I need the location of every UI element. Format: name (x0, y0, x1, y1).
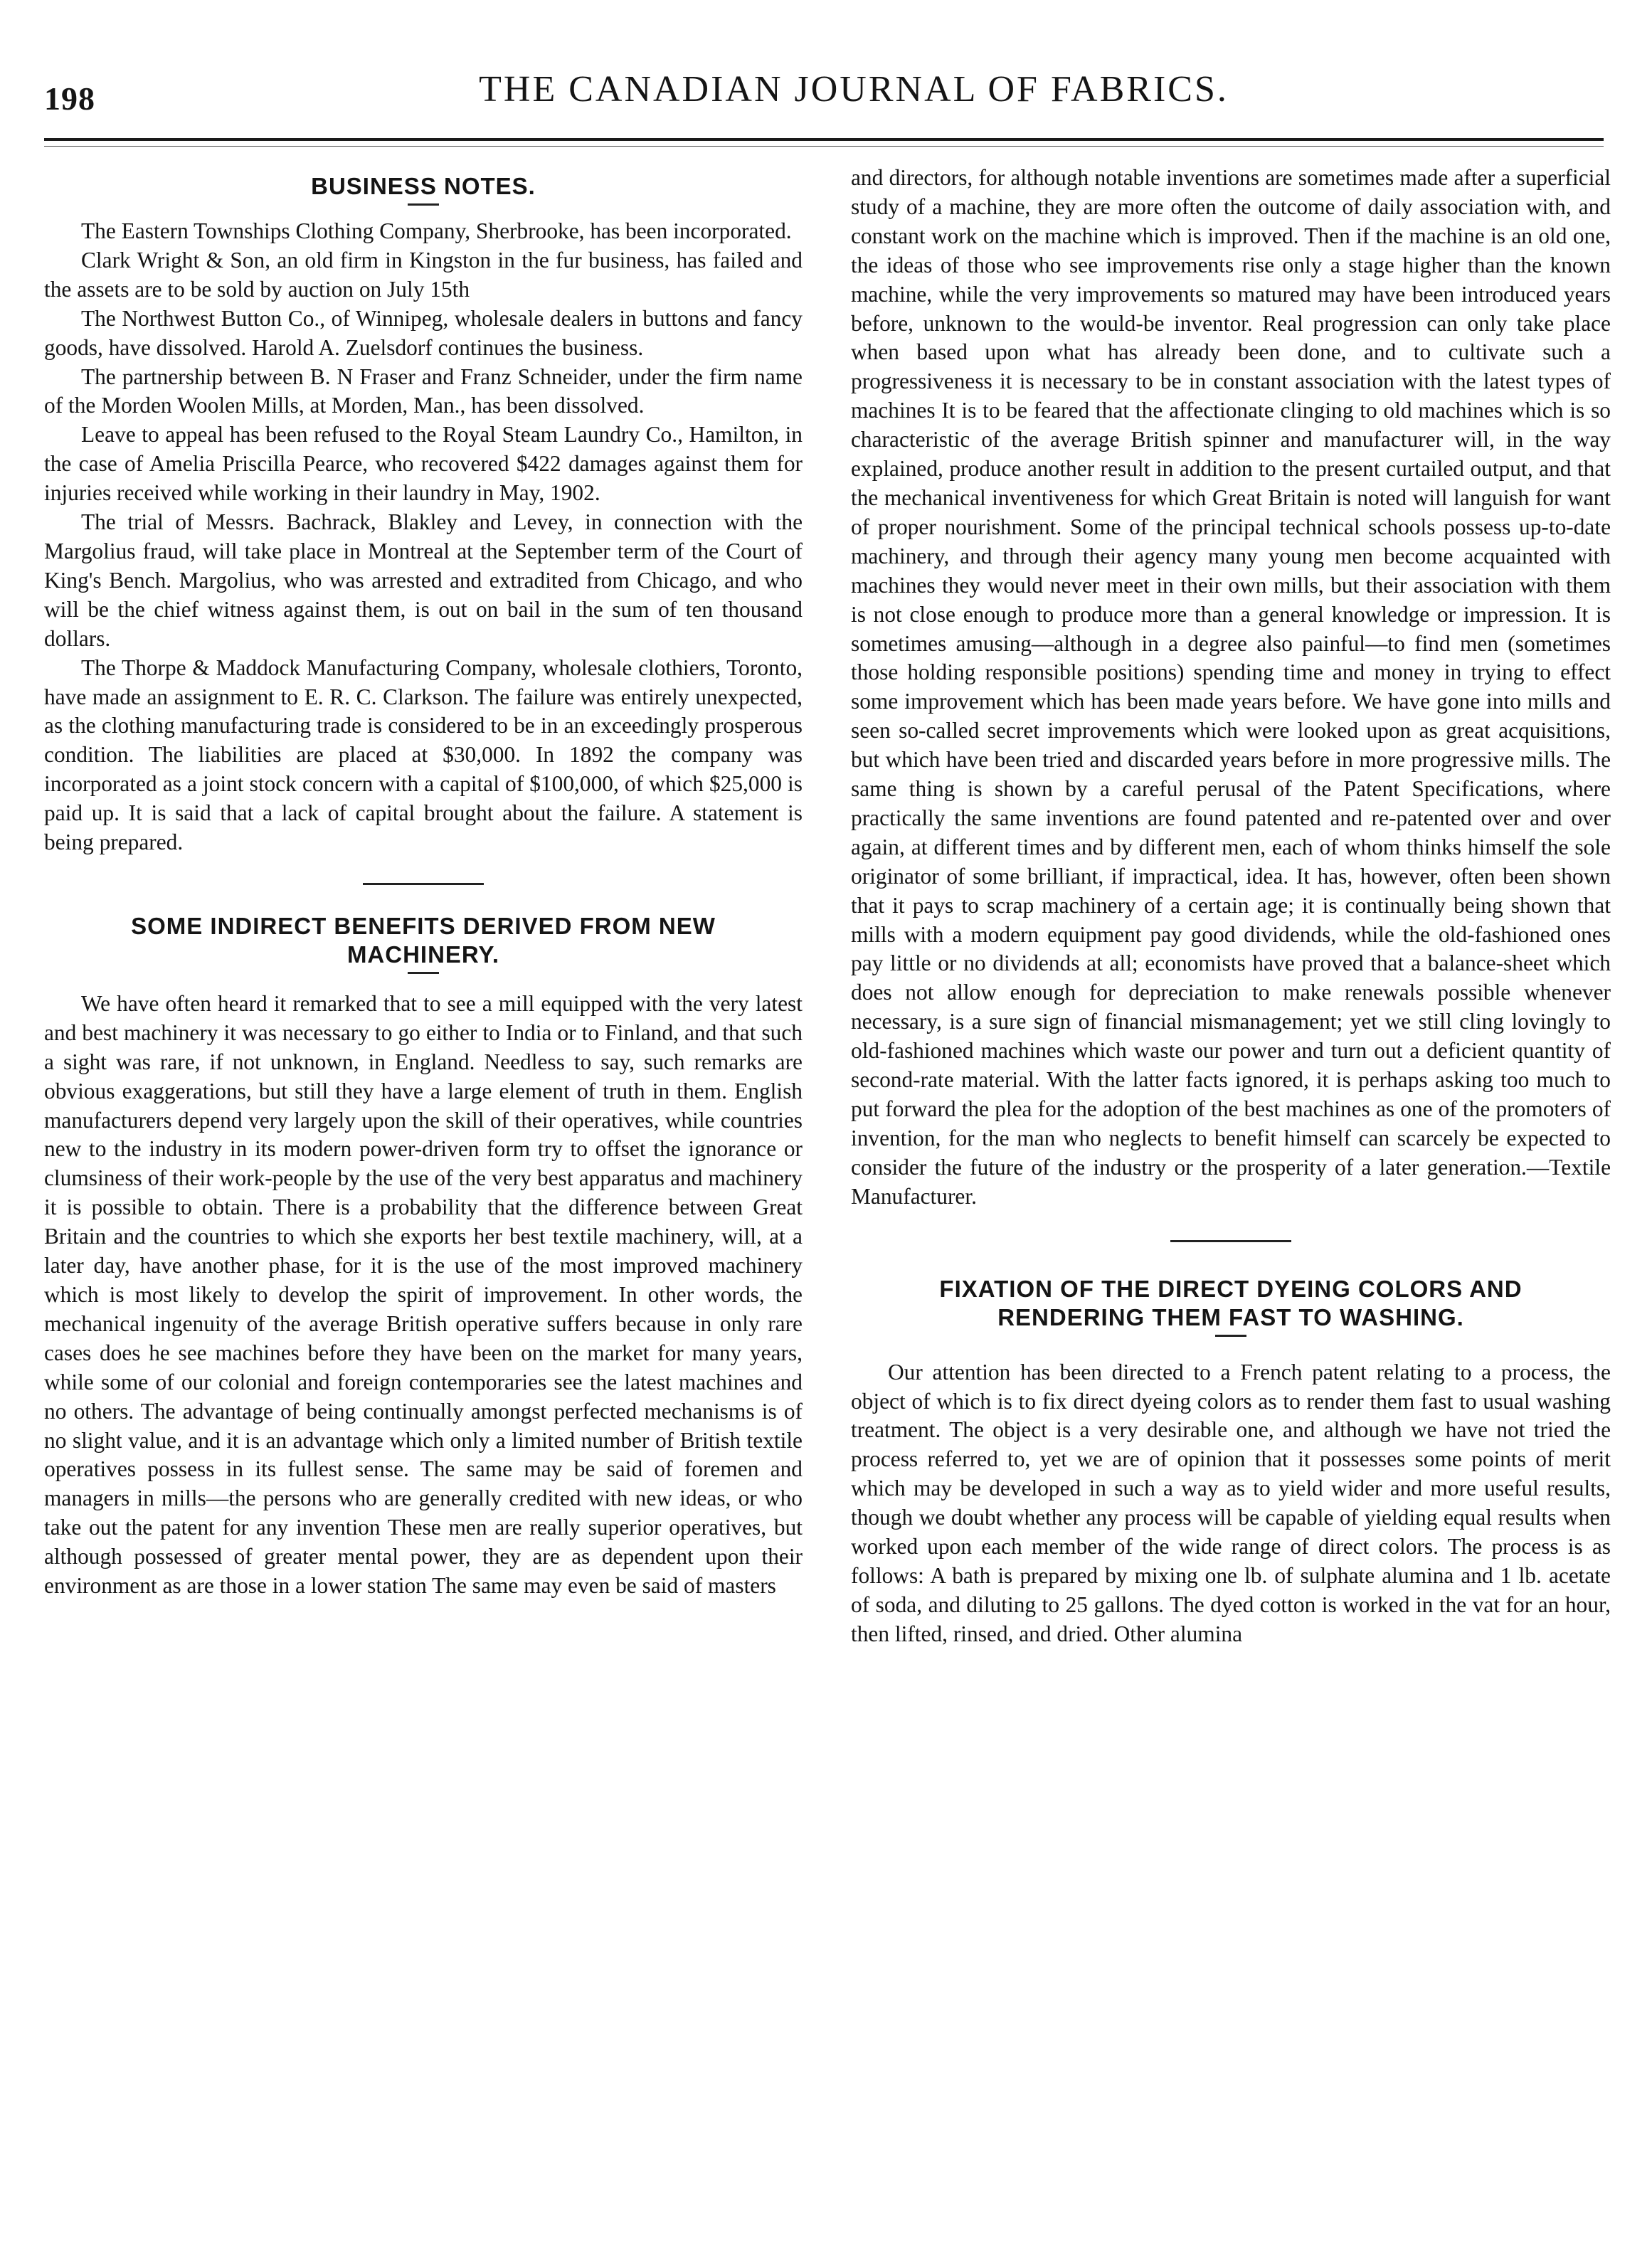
section-divider (1170, 1240, 1291, 1242)
article-paragraph: Our attention has been directed to a French patent relating to a process, the object of which is to fix direct dyeing colors as to render them fast to usual washing treatment. The object is a very desirable one, and although we have not tried the process referred to, yet we are of opinion that it possesses some points of merit which may be developed in such a way as to yield wider and more useful results, though we doubt whether any process will be capable of yielding equal results when worked upon each member of the wide range of direct colors. The process is as follows: A bath is prepared by mixing one lb. of sulphate alumina and 1 lb. acetate of soda, and diluting to 25 gallons. The dyed cotton is worked in the vat for an hour, then lifted, rinsed, and dried. Other alumina (851, 1359, 1611, 1646)
section-divider (363, 883, 484, 885)
business-note: Leave to appeal has been refused to the Royal Steam Laundry Co., Hamilton, in the case of Amelia Priscilla Pearce, who recovered $422 damages against them for injuries received while working in their laundry in May, 1902. (44, 422, 803, 506)
right-column (851, 164, 1611, 1649)
indirect-benefits-heading: SOME INDIRECT BENEFITS DERIVED FROM NEW MACHINERY. (131, 912, 716, 968)
article-paragraph: We have often heard it remarked that to see a mill equipped with the very latest and best machinery it was necessary to go either to India or to Finland, and that such a sight was rare, if not unknown, in England. Needless to say, such remarks are obvious exaggerations, but still they have a large element of truth in them. English manufacturers depend very largely upon the skill of their operatives, while countries new to the industry in its modern power-driven form try to offset the ignorance or clumsiness of their work-people by the use of the very best apparatus and machinery it is possible to obtain. There is a probability that the difference between Great Britain and the countries to which she exports her best textile machinery, will, at a later day, have another phase, for it is the use of the most improved machinery which is most likely to develop the spirit of improvement. In other words, the mechanical ingenuity of the average British operative suffers because in only rare cases does he see machines before they have been on the market for many years, while some of our colonial and foreign contemporaries see the latest machines and no others. The advantage of being continually amongst perfected mechanisms is of no slight value, and it is an advantage which only a limited number of British textile operatives possess in its fullest sense. The same may be said of foremen and managers in mills—the persons who are generally credited with new ideas, or who take out the patent for any invention These men are really superior operatives, but although possessed of greater mental power, they are as dependent upon their environment as are those in a lower station The same may even be said of masters (44, 990, 803, 1599)
business-notes-heading: BUSINESS NOTES. (311, 173, 536, 199)
page-number: 198 (44, 80, 95, 117)
journal-title: THE CANADIAN JOURNAL OF FABRICS. (479, 69, 1229, 110)
business-note: The Eastern Townships Clothing Company, Sherbrooke, has been incorporated. (81, 218, 792, 243)
heading-rule (1215, 1335, 1246, 1337)
business-note: The trial of Messrs. Bachrack, Blakley and Levey, in connection with the Margolius fraud, will take place in Montreal at the September term of the Court of King's Bench. Margolius, who was arrested and extradited from Chicago, and who will be the chief witness against them, is out on bail in the sum of ten thousand dollars. (44, 509, 803, 651)
business-note: Clark Wright & Son, an old firm in Kingston in the fur business, has failed and the assets are to be sold by auction on July 15th (44, 247, 803, 302)
left-column (44, 164, 803, 1601)
header-rule-thin (44, 146, 1604, 147)
business-note: The Northwest Button Co., of Winnipeg, wholesale dealers in buttons and fancy goods, have dissolved. Harold A. Zuelsdorf continues the business. (44, 305, 803, 360)
header-rule (44, 138, 1604, 141)
article-paragraph-continued: and directors, for although notable inventions are sometimes made after a superficial study of a machine, they are more often the outcome of daily association with, and constant work on the machine which is improved. Then if the machine is an old one, the ideas of those who see improvements rise only a stage higher than the known machine, while the very improvements so matured may have been introduced years before, unknown to the would-be inventor. Real progression can only take place when based upon what has already been done, and to cultivate such a progressiveness it is necessary to be in constant association with the latest types of machines It is to be feared that the affectionate clinging to old machines which is so characteristic of the average British spinner and manufacturer will, in the way explained, produce another result in addition to the present curtailed output, and that the mechanical inventiveness for which Great Britain is noted will languish for want of proper nourishment. Some of the principal technical schools possess up-to-date machinery, and through their agency many young men become acquainted with machines they would never meet in their own mills, but their association with them is not close enough to produce more than a general knowledge or impression. It is sometimes amusing—although in a degree also painful—to find men (sometimes those holding responsible positions) spending time and money in trying to effect some improvement which has been made years before. We have gone into mills and seen so-called secret improvements which were looked upon as great acquisitions, but which have been tried and discarded years before in more progressive mills. The same thing is shown by a careful perusal of the Patent Specifications, where practically the same inventions are found patented and re-patented over and over again, at different times and by different men, each of whom thinks himself the sole originator of some brilliant, if impractical, idea. It has, however, often been shown that it pays to scrap machinery of a certain age; it is continually being shown that mills with a modern equipment pay good dividends, while the old-fashioned ones pay little or no dividends at all; economists have proved that a balance-sheet which does not allow enough for depreciation to make renewals possible whenever necessary, is a sure sign of financial mismanagement; yet we still cling lovingly to old-fashioned machines which waste our power and turn out a deficient quantity of second-rate material. With the latter facts ignored, it is perhaps asking too much to put forward the plea for the adoption of the best machines as one of the promoters of invention, for the man who neglects to benefit himself can scarcely be expected to consider the future of the industry or the prosperity of a later generation.—Textile Manufacturer. (851, 165, 1611, 1209)
heading-rule (408, 972, 439, 974)
heading-rule (408, 203, 439, 206)
business-note: The Thorpe & Maddock Manufacturing Company, wholesale clothiers, Toronto, have made an assignment to E. R. C. Clarkson. The failure was entirely unexpected, as the clothing manufacturing trade is considered to be in an exceedingly prosperous condition. The liabilities are placed at $30,000. In 1892 the company was incorporated as a joint stock concern with a capital of $100,000, of which $25,000 is paid up. It is said that a lack of capital brought about the failure. A statement is being prepared. (44, 655, 803, 855)
business-note: The partnership between B. N Fraser and Franz Schneider, under the firm name of the Morden Woolen Mills, at Morden, Man., has been dissolved. (44, 364, 803, 418)
fixation-heading: FIXATION OF THE DIRECT DYEING COLORS AND RENDERING THEM FAST TO WASHING. (939, 1275, 1523, 1330)
